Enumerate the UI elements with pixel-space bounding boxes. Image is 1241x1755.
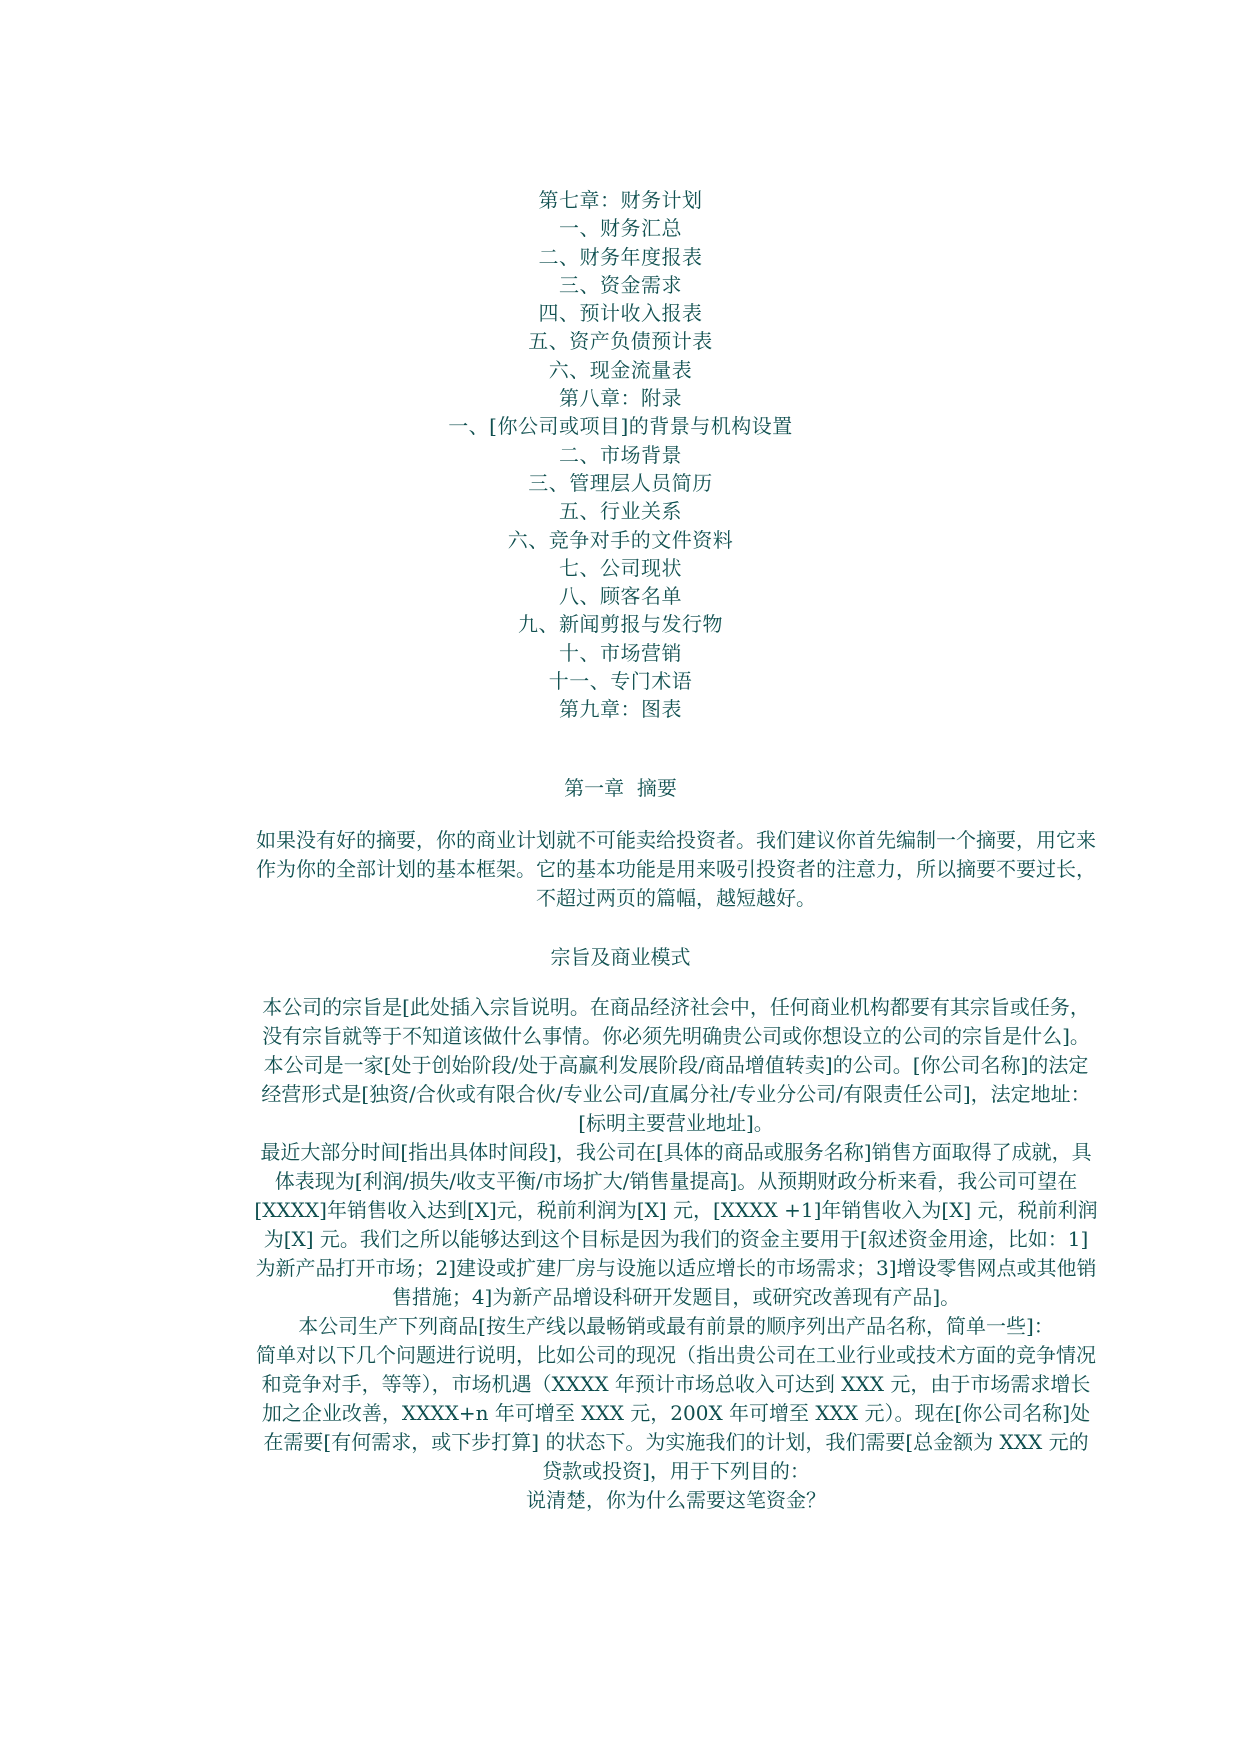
mission-paragraph: 本公司的宗旨是[此处插入宗旨说明。在商品经济社会中，任何商业机构都要有其宗旨或任务，没有宗旨就等于不知道该做什么事情。你必须先明确贵公司或你想设立的公司的宗旨是什么]。 xyxy=(262,995,1090,1048)
toc-item: 四、预计收入报表 xyxy=(538,301,703,326)
summary-intro-paragraph: 如果没有好的摘要，你的商业计划就不可能卖给投资者。我们建议你首先编制一个摘要，用它来作为你的全部计划的基本框架。它的基本功能是用来吸引投资者的注意力，所以摘要不要过长，不超过两页的篇幅，越短越好。 xyxy=(256,828,1096,910)
products-paragraph: 本公司生产下列商品[按生产线以最畅销或最有前景的顺序列出产品名称，简单一些]： xyxy=(298,1314,1054,1338)
situation-paragraph: 简单对以下几个问题进行说明，比如公司的现况（指出贵公司在工业行业或技术方面的竞争情况和竞争对手，等等），市场机遇（XXXX 年预计市场总收入可达到 XXX 元，由于市场需求增长加之企业改善，XXXX+n 年可增至 XXX 元，200X 年可增至 XXX 元）。现在[你公司名称]处在需要[有何需求，或下步打算] 的状态下。为实施我们的计划，我们需要[总金额为 XXX 元的贷款或投资]，用于下列目的： xyxy=(256,1343,1096,1483)
toc-item: 二、财务年度报表 xyxy=(538,244,703,269)
toc-item: 五、资产负债预计表 xyxy=(528,329,713,354)
company-status-paragraph: 本公司是一家[处于创始阶段/处于高赢利发展阶段/商品增值转卖]的公司。[你公司名称]的法定经营形式是[独资/合伙或有限合伙/专业公司/直属分社/专业分公司/有限责任公司]，法定地址：[标明主要营业地址]。 xyxy=(261,1053,1091,1135)
chapter-heading: 第一章 摘要 xyxy=(564,776,677,800)
section-heading: 宗旨及商业模式 xyxy=(550,945,691,969)
toc-item: 十一、专门术语 xyxy=(548,669,693,694)
toc-item: 第七章：财务计划 xyxy=(538,188,703,212)
toc-item: 六、竞争对手的文件资料 xyxy=(507,527,734,552)
toc-item: 第九章：图表 xyxy=(559,697,682,722)
toc-item: 五、行业关系 xyxy=(559,499,682,524)
toc-item: 九、新闻剪报与发行物 xyxy=(518,612,723,637)
toc-item: 八、顾客名单 xyxy=(559,584,682,609)
toc-item: 二、市场背景 xyxy=(559,442,682,467)
body-text xyxy=(254,993,1098,1515)
toc-item: 一、[你公司或项目]的背景与机构设置 xyxy=(448,414,793,439)
toc-item: 三、管理层人员简历 xyxy=(528,470,713,495)
toc-item: 七、公司现状 xyxy=(559,555,682,580)
toc-item: 三、资金需求 xyxy=(559,272,682,297)
funding-question-paragraph: 说清楚，你为什么需要这笔资金？ xyxy=(526,1488,826,1512)
recent-performance-paragraph: 最近大部分时间[指出具体时间段]，我公司在[具体的商品或服务名称]销售方面取得了成就，具体表现为[利润/损失/收支平衡/市场扩大/销售量提高]。从预期财政分析来看，我公司可望在[XXXX]年销售收入达到[X]元，税前利润为[X] 元，[XXXX +1]年销售收入为[X] 元，税前利润为[X] 元。我们之所以能够达到这个目标是因为我们的资金主要用于[叙述资金用途，比如：1]为新产品打开市场；2]建设或扩建厂房与设施以适应增长的市场需求；3]增设零售网点或其他销售措施；4]为新产品增设科研开发题目，或研究改善现有产品]。 xyxy=(254,1140,1098,1309)
toc-item: 六、现金流量表 xyxy=(548,357,693,382)
table-of-contents xyxy=(0,186,1241,724)
toc-item: 一、财务汇总 xyxy=(559,216,682,241)
toc-item: 十、市场营销 xyxy=(559,640,682,665)
toc-item: 第八章：附录 xyxy=(559,386,682,411)
